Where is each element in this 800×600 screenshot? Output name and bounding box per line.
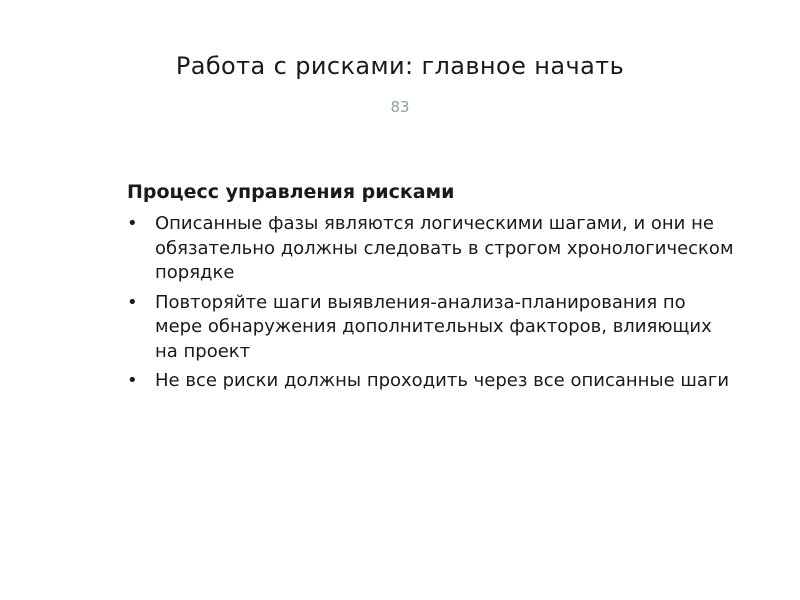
bullet-text: Повторяйте шаги выявления-анализа-планирования по мере обнаружения дополнительных факторов, влияющих на проект: [155, 291, 712, 362]
bullet-item: [127, 369, 737, 394]
slide-number: 83: [390, 98, 410, 116]
bullet-icon: •: [127, 291, 138, 313]
section-heading: Процесс управления рисками: [127, 181, 455, 203]
bullet-text: Не все риски должны проходить через все описанные шаги: [155, 370, 730, 391]
bullet-icon: •: [127, 370, 138, 391]
slide-body: [127, 180, 737, 399]
bullet-text: Описанные фазы являются логическими шагами, и они не обязательно должны следовать в строгом хронологическом порядке: [155, 213, 734, 283]
bullet-item: [127, 291, 737, 365]
bullet-icon: •: [127, 213, 138, 234]
bullet-list: [127, 212, 737, 394]
slide-title: Работа с рисками: главное начать: [175, 52, 625, 80]
bullet-item: [127, 212, 737, 286]
